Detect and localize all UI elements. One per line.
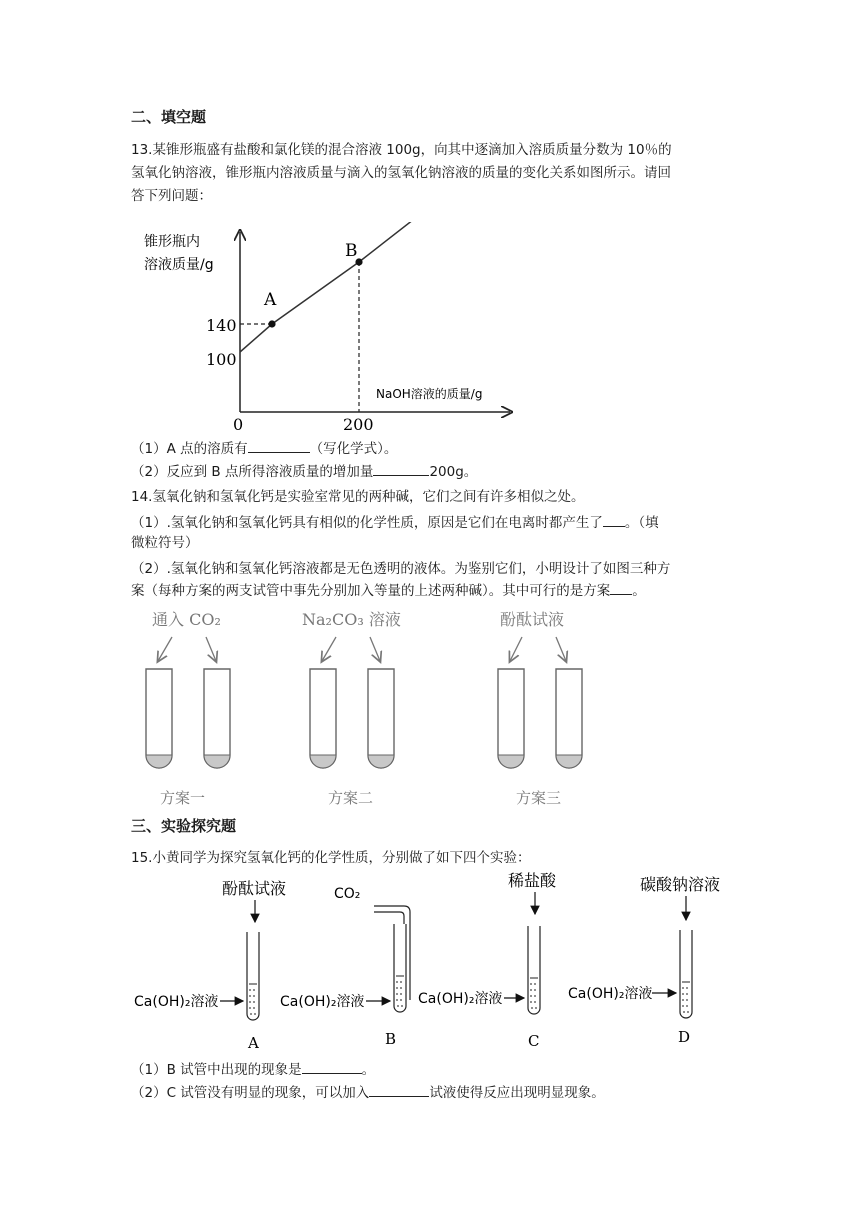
q15-sub2-prefix: （2）C 试管没有明显的现象，可以加入 — [131, 1085, 370, 1101]
scheme2-reagent-label: Na₂CO₃ 溶液 — [302, 610, 401, 629]
q15-answer-blank-2[interactable] — [369, 1082, 429, 1097]
scheme2-tube-right — [368, 669, 394, 768]
scheme3-reagent-label: 酚酞试液 — [500, 610, 565, 629]
section-title-fill-blank: 二、填空题 — [131, 108, 207, 126]
q14-sub1-line1 — [131, 512, 659, 533]
q14-sub1-text-b: 。（填 — [624, 515, 659, 531]
scheme2-arrow-left — [322, 637, 336, 661]
point-a-label: A — [264, 290, 277, 310]
exp-b-tube — [394, 924, 406, 1012]
exp-a-tube — [247, 932, 259, 1020]
q15-line-1: 15.小黄同学为探究氢氧化钙的化学性质，分别做了如下四个实验： — [131, 850, 531, 866]
scheme3-arrow-left — [510, 637, 522, 661]
q15-sub2 — [131, 1082, 605, 1103]
y-tick-100: 100 — [206, 350, 237, 369]
x-axis-label: NaOH溶液的质量/g — [376, 387, 483, 401]
exp-d-solution: Ca(OH)₂溶液 — [568, 986, 653, 1002]
scheme2-label: 方案二 — [328, 789, 374, 807]
scheme3-arrow-right — [556, 637, 566, 661]
scheme1-reagent-label: 通入 CO₂ — [152, 610, 221, 629]
q14-sub1-text-a: （1）.氢氧化钠和氢氧化钙具有相似的化学性质，原因是它们在电离时都产生了 — [131, 515, 603, 531]
q15-sub1 — [131, 1059, 375, 1080]
q13-sub2-prefix: （2）反应到 B 点所得溶液质量的增加量 — [131, 464, 374, 480]
q14-sub2-line2 — [131, 580, 646, 601]
exp-d-reagent: 碳酸钠溶液 — [640, 875, 721, 894]
exp-a-reagent: 酚酞试液 — [222, 879, 287, 898]
q13-line-1: 13.某锥形瓶盛有盐酸和氯化镁的混合溶液 100g，向其中逐滴加入溶质质量分数为 10％的 — [131, 142, 672, 158]
scheme1-tube-left — [146, 669, 172, 768]
q13-sub1-suffix: （写化学式）。 — [309, 441, 398, 457]
exp-c-label: C — [528, 1032, 540, 1050]
point-b-label: B — [345, 241, 358, 261]
q13-answer-blank-2[interactable] — [373, 461, 429, 476]
exp-d-label: D — [678, 1028, 691, 1046]
q15-sub2-suffix: 试液使得反应出现明显现象。 — [429, 1085, 605, 1101]
q14-sub2-line1: （2）.氢氧化钠和氢氧化钙溶液都是无色透明的液体。为鉴别它们，小明设计了如图三种方 — [131, 561, 671, 577]
q13-line-3: 答下列问题： — [131, 188, 212, 204]
q14-line-1: 14.氢氧化钠和氢氧化钙是实验室常见的两种碱，它们之间有许多相似之处。 — [131, 489, 585, 505]
q13-sub1 — [131, 438, 397, 459]
q13-answer-blank-1[interactable] — [248, 438, 310, 453]
q14-scheme-figure — [130, 605, 610, 810]
q14-sub2-text-c: 。 — [632, 583, 646, 599]
exp-d-tube — [680, 930, 692, 1018]
q14-sub2-text-b: 案（每种方案的两支试管中事先分别加入等量的上述两种碱）。其中可行的是方案 — [131, 583, 611, 599]
q15-answer-blank-1[interactable] — [302, 1059, 362, 1074]
scheme1-arrow-left — [158, 637, 172, 661]
point-a-marker — [268, 320, 275, 327]
exp-a-label: A — [248, 1034, 259, 1050]
scheme3-label: 方案三 — [516, 789, 562, 807]
scheme3-tube-right — [556, 669, 582, 768]
exp-c-tube — [528, 926, 540, 1014]
exp-c-solution: Ca(OH)₂溶液 — [418, 991, 503, 1007]
q14-answer-blank-1[interactable] — [603, 512, 625, 527]
scheme2-arrow-right — [370, 637, 380, 661]
q15-sub1-prefix: （1）B 试管中出现的现象是 — [131, 1062, 302, 1078]
q13-sub2-suffix: 200g。 — [429, 464, 478, 480]
x-tick-200: 200 — [343, 415, 374, 434]
q13-line-2: 氢氧化钠溶液，锥形瓶内溶液质量与滴入的氢氧化钠溶液的质量的变化关系如图所示。请回 — [131, 165, 671, 181]
q13-sub1-prefix: （1）A 点的溶质有 — [131, 441, 248, 457]
exp-a-solution: Ca(OH)₂溶液 — [134, 994, 219, 1010]
origin-label: 0 — [233, 415, 244, 434]
y-axis-label-line2: 溶液质量/g — [144, 257, 214, 273]
q14-answer-blank-2[interactable] — [610, 580, 632, 595]
q13-mass-graph — [140, 222, 520, 434]
q13-sub2 — [131, 461, 477, 482]
exp-b-label: B — [385, 1030, 397, 1048]
exp-b-reagent: CO₂ — [334, 886, 361, 902]
scheme3-tube-left — [498, 669, 524, 768]
scheme1-arrow-right — [206, 637, 216, 661]
q15-experiment-figure — [130, 868, 730, 1050]
y-tick-140: 140 — [206, 316, 237, 335]
scheme1-label: 方案一 — [160, 789, 206, 807]
exp-b-solution: Ca(OH)₂溶液 — [280, 994, 365, 1010]
q14-sub1-line2: 微粒符号） — [131, 535, 199, 551]
q15-sub1-suffix: 。 — [361, 1062, 376, 1078]
scheme1-tube-right — [204, 669, 230, 768]
scheme2-tube-left — [310, 669, 336, 768]
exp-c-reagent: 稀盐酸 — [508, 871, 557, 890]
section-title-experiment: 三、实验探究题 — [131, 817, 237, 835]
mass-curve — [240, 222, 418, 352]
y-axis-label-line1: 锥形瓶内 — [144, 234, 200, 250]
